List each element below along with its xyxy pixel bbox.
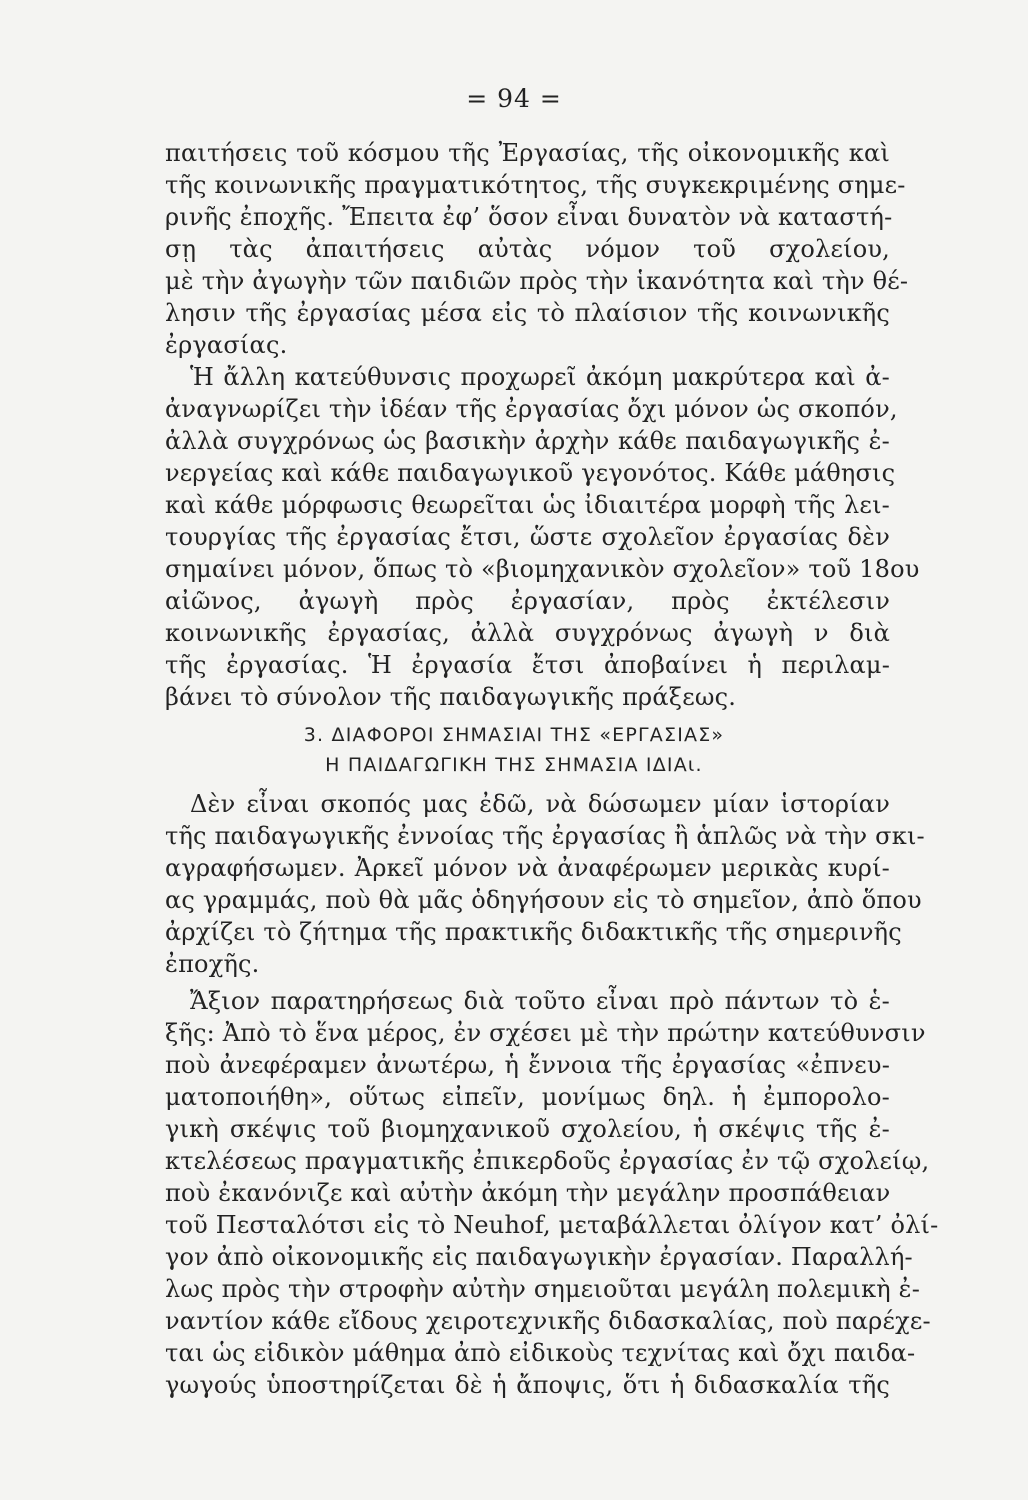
text-line: ἀρχίζει τὸ ζήτημα τῆς πρακτικῆς διδακτικῆς τῆς σημερινῆς <box>165 918 902 946</box>
text-line: ἐποχῆς. <box>165 950 260 978</box>
text-line: τῆς παιδαγωγικῆς ἐννοίας τῆς ἐργασίας ἢ ἁπλῶς νὰ τὴν σκι- <box>165 822 925 850</box>
text-line: σῃ τὰς ἀπαιτήσεις αὐτὰς νόμον τοῦ σχολείου, <box>165 235 890 263</box>
text-line: τουργίας τῆς ἐργασίας ἔτσι, ὥστε σχολεῖον ἐργασίας δὲν <box>165 523 890 551</box>
text-line: ρινῆς ἐποχῆς. Ἔπειτα ἐφ’ ὅσον εἶναι δυνατὸν νὰ καταστή- <box>165 203 893 231</box>
text-line: Δὲν εἶναι σκοπός μας ἐδῶ, νὰ δώσωμεν μίαν ἱστορίαν <box>190 790 890 818</box>
text-line: ποὺ ἐκανόνιζε καὶ αὐτὴν ἀκόμη τὴν μεγάλην προσπάθειαν <box>165 1179 891 1207</box>
text-line: γικὴ σκέψις τοῦ βιομηχανικοῦ σχολείου, ἡ σκέψις τῆς ἐ- <box>165 1115 890 1143</box>
text-line: αγραφήσωμεν. Ἀρκεῖ μόνον νὰ ἀναφέρωμεν μερικὰς κυρί- <box>165 854 890 882</box>
text-line: γωγούς ὑποστηρίζεται δὲ ἡ ἄποψις, ὅτι ἡ διδασκαλία τῆς <box>165 1371 890 1399</box>
section-title: 3. ΔΙΑΦΟΡΟΙ ΣΗΜΑΣΙΑΙ ΤΗΣ «ΕΡΓΑΣΙΑΣ» <box>303 724 725 746</box>
text-line: Ἡ ἄλλη κατεύθυνσις προχωρεῖ ἀκόμη μακρύτερα καὶ ἀ- <box>190 363 890 391</box>
text-line: σημαίνει μόνον, ὅπως τὸ «βιομηχανικὸν σχολεῖον» τοῦ 18ου <box>165 555 920 583</box>
text-line: μὲ τὴν ἀγωγὴν τῶν παιδιῶν πρὸς τὴν ἱκανότητα καὶ τὴν θέ- <box>165 267 909 295</box>
text-line: ἀλλὰ συγχρόνως ὡς βασικὴν ἀρχὴν κάθε παιδαγωγικῆς ἐ- <box>165 427 890 455</box>
text-line: λησιν τῆς ἐργασίας μέσα εἰς τὸ πλαίσιον τῆς κοινωνικῆς <box>165 299 890 327</box>
text-line: ξῆς: Ἀπὸ τὸ ἕνα μέρος, ἐν σχέσει μὲ τὴν πρώτην κατεύθυνσιν <box>165 1019 926 1047</box>
text-line: ἐργασίας. <box>165 331 288 359</box>
text-line: λως πρὸς τὴν στροφὴν αὐτὴν σημειοῦται μεγάλη πολεμικὴ ἐ- <box>165 1275 921 1303</box>
text-line: ας γραμμάς, ποὺ θὰ μᾶς ὁδηγήσουν εἰς τὸ σημεῖον, ἀπὸ ὅπου <box>165 886 922 914</box>
text-line: τοῦ Πεσταλότσι εἰς τὸ Neuhof, μεταβάλλεται ὀλίγον κατ’ ὀλί- <box>165 1211 939 1239</box>
text-line: κτελέσεως πραγματικῆς ἐπικερδοῦς ἐργασίας ἐν τῷ σχολείῳ, <box>165 1147 930 1175</box>
text-line: τῆς κοινωνικῆς πραγματικότητος, τῆς συγκεκριμένης σημε- <box>165 171 906 199</box>
text-line: Ἄξιον παρατηρήσεως διὰ τοῦτο εἶναι πρὸ πάντων τὸ ἑ- <box>190 987 890 1015</box>
text-line: ποὺ ἀνεφέραμεν ἀνωτέρω, ἡ ἔννοια τῆς ἐργασίας «ἐπνευ- <box>165 1051 890 1079</box>
text-line: ἀναγνωρίζει τὴν ἰδέαν τῆς ἐργασίας ὄχι μόνον ὡς σκοπόν, <box>165 395 898 423</box>
text-line: ναντίον κάθε εἴδους χειροτεχνικῆς διδασκαλίας, ποὺ παρέχε- <box>165 1307 931 1335</box>
text-line: παιτήσεις τοῦ κόσμου τῆς Ἐργασίας, τῆς οἰκονομικῆς καὶ <box>165 139 890 167</box>
section-subtitle: Η ΠΑΙΔΑΓΩΓΙΚΗ ΤΗΣ ΣΗΜΑΣΙΑ ΙΔΙΑι. <box>325 754 703 776</box>
text-line: ματοποιήθη», οὕτως εἰπεῖν, μονίμως δηλ. ἡ ἐμπορολο- <box>165 1083 890 1111</box>
text-line: γον ἀπὸ οἰκονομικῆς εἰς παιδαγωγικὴν ἐργασίαν. Παραλλή- <box>165 1243 913 1271</box>
text-line: βάνει τὸ σύνολον τῆς παιδαγωγικῆς πράξεως. <box>165 683 737 711</box>
text-line: αἰῶνος, ἀγωγὴ πρὸς ἐργασίαν, πρὸς ἐκτέλεσιν <box>165 587 890 615</box>
text-line: καὶ κάθε μόρφωσις θεωρεῖται ὡς ἰδιαιτέρα μορφὴ τῆς λει- <box>165 491 890 519</box>
page-number: = 94 = <box>466 84 562 113</box>
text-line: κοινωνικῆς ἐργασίας, ἀλλὰ συγχρόνως ἀγωγὴ ν διὰ <box>165 619 890 647</box>
text-line: ται ὡς εἰδικὸν μάθημα ἀπὸ εἰδικοὺς τεχνίτας καὶ ὄχι παιδα- <box>165 1339 916 1367</box>
text-line: τῆς ἐργασίας. Ἡ ἐργασία ἔτσι ἀποβαίνει ἡ περιλαμ- <box>165 651 890 679</box>
text-line: νεργείας καὶ κάθε παιδαγωγικοῦ γεγονότος. Κάθε μάθησις <box>165 459 896 487</box>
